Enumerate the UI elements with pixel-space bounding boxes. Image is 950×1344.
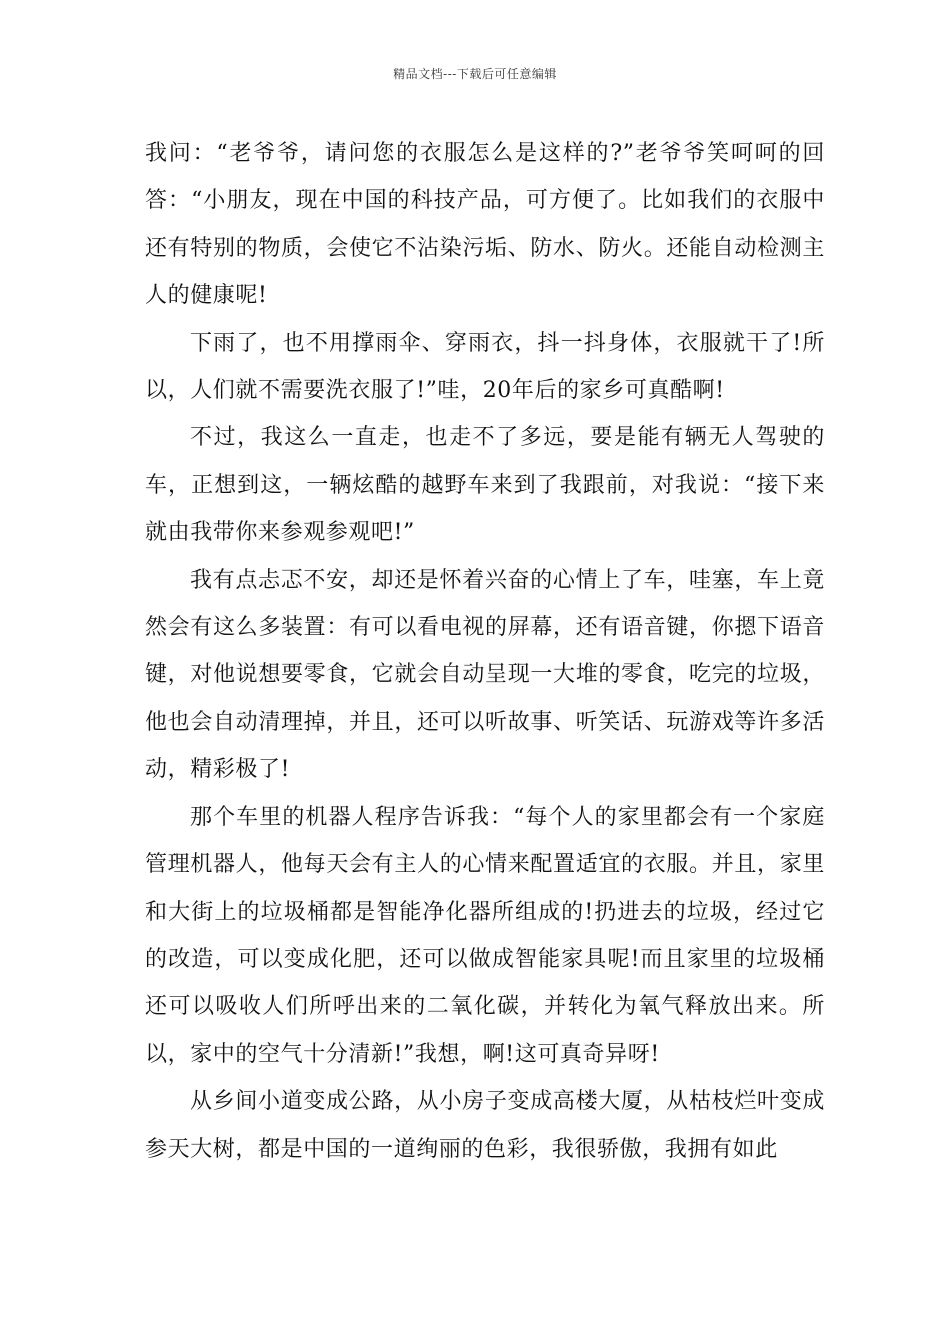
paragraph-1: 我问：“老爷爷，请问您的衣服怎么是这样的?”老爷爷笑呵呵的回答：“小朋友，现在中国的科技产品，可方便了。比如我们的衣服中还有特别的物质，会使它不沾染污垢、防水、防火。还能自动检测主人的健康呢! [145, 141, 825, 309]
document-body [145, 130, 825, 1173]
paragraph-6: 从乡间小道变成公路，从小房子变成高楼大厦，从枯枝烂叶变成参天大树，都是中国的一道绚丽的色彩，我很骄傲，我拥有如此 [145, 1089, 825, 1162]
page-header: 精品文档---下载后可任意编辑 [393, 67, 557, 81]
paragraph-2: 下雨了，也不用撑雨伞、穿雨衣，抖一抖身体，衣服就干了!所以，人们就不需要洗衣服了!”哇，20年后的家乡可真酷啊! [145, 330, 825, 404]
paragraph-4: 我有点忐忑不安，却还是怀着兴奋的心情上了车，哇塞，车上竟然会有这么多装置：有可以看电视的屏幕，还有语音键，你摁下语音键，对他说想要零食，它就会自动呈现一大堆的零食，吃完的垃圾，他也会自动清理掉，并且，还可以听故事、听笑话、玩游戏等许多活动，精彩极了! [145, 567, 825, 783]
paragraph-3: 不过，我这么一直走，也走不了多远，要是能有辆无人驾驶的车，正想到这，一辆炫酷的越野车来到了我跟前，对我说：“接下来就由我带你来参观参观吧!” [145, 425, 825, 546]
paragraph-5: 那个车里的机器人程序告诉我：“每个人的家里都会有一个家庭管理机器人，他每天会有主人的心情来配置适宜的衣服。并且，家里和大街上的垃圾桶都是智能净化器所组成的!扔进去的垃圾，经过它的改造，可以变成化肥，还可以做成智能家具呢!而且家里的垃圾桶还可以吸收人们所呼出来的二氧化碳，并转化为氧气释放出来。所以，家中的空气十分清新!”我想，啊!这可真奇异呀! [145, 804, 825, 1067]
